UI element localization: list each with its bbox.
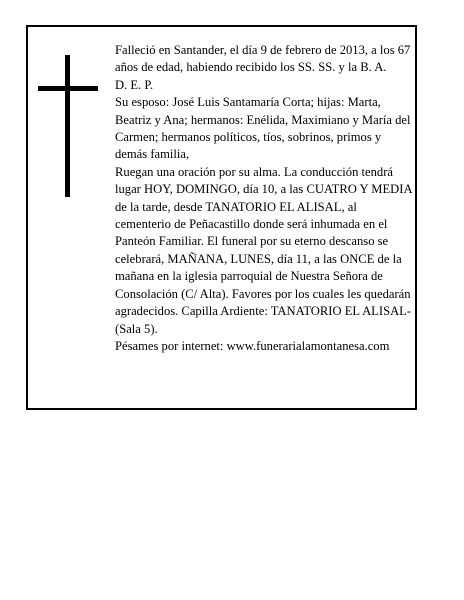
- cross-vertical-bar: [65, 55, 70, 197]
- notice-family: Su esposo: José Luis Santamaría Corta; hijas: Marta, Beatriz y Ana; hermanos: Enélida, Maximiano y María del Carmen; hermanos políticos, tíos, sobrinos, primos y demás familia,: [115, 95, 411, 162]
- notice-ceremony-details: Ruegan una oración por su alma. La conducción tendrá lugar HOY, DOMINGO, día 10, a las CUATRO Y MEDIA de la tarde, desde TANATORIO EL ALISAL, al cementerio de Peñacastillo donde será inhumada en el Panteón Familiar. El funeral por su eterno descanso se celebrará, MAÑANA, LUNES, día 11, a las ONCE de la mañana en la iglesia parroquial de Nuestra Señora de Consolación (C/ Alta). Favores por los cuales les quedarán agradecidos. Capilla Ardiente: TANATORIO EL ALISAL-(Sala 5).: [115, 164, 412, 336]
- notice-body: [115, 42, 415, 355]
- cross-horizontal-bar: [38, 86, 98, 91]
- latin-cross-icon: [38, 55, 98, 197]
- notice-death-statement: Falleció en Santander, el día 9 de febrero de 2013, a los 67 años de edad, habiendo recibido los SS. SS. y la B. A.: [115, 43, 411, 75]
- notice-condolences: Pésames por internet: www.funerarialamontanesa.com: [115, 338, 390, 353]
- notice-rip: D. E. P.: [115, 77, 154, 92]
- obituary-notice: [26, 25, 417, 410]
